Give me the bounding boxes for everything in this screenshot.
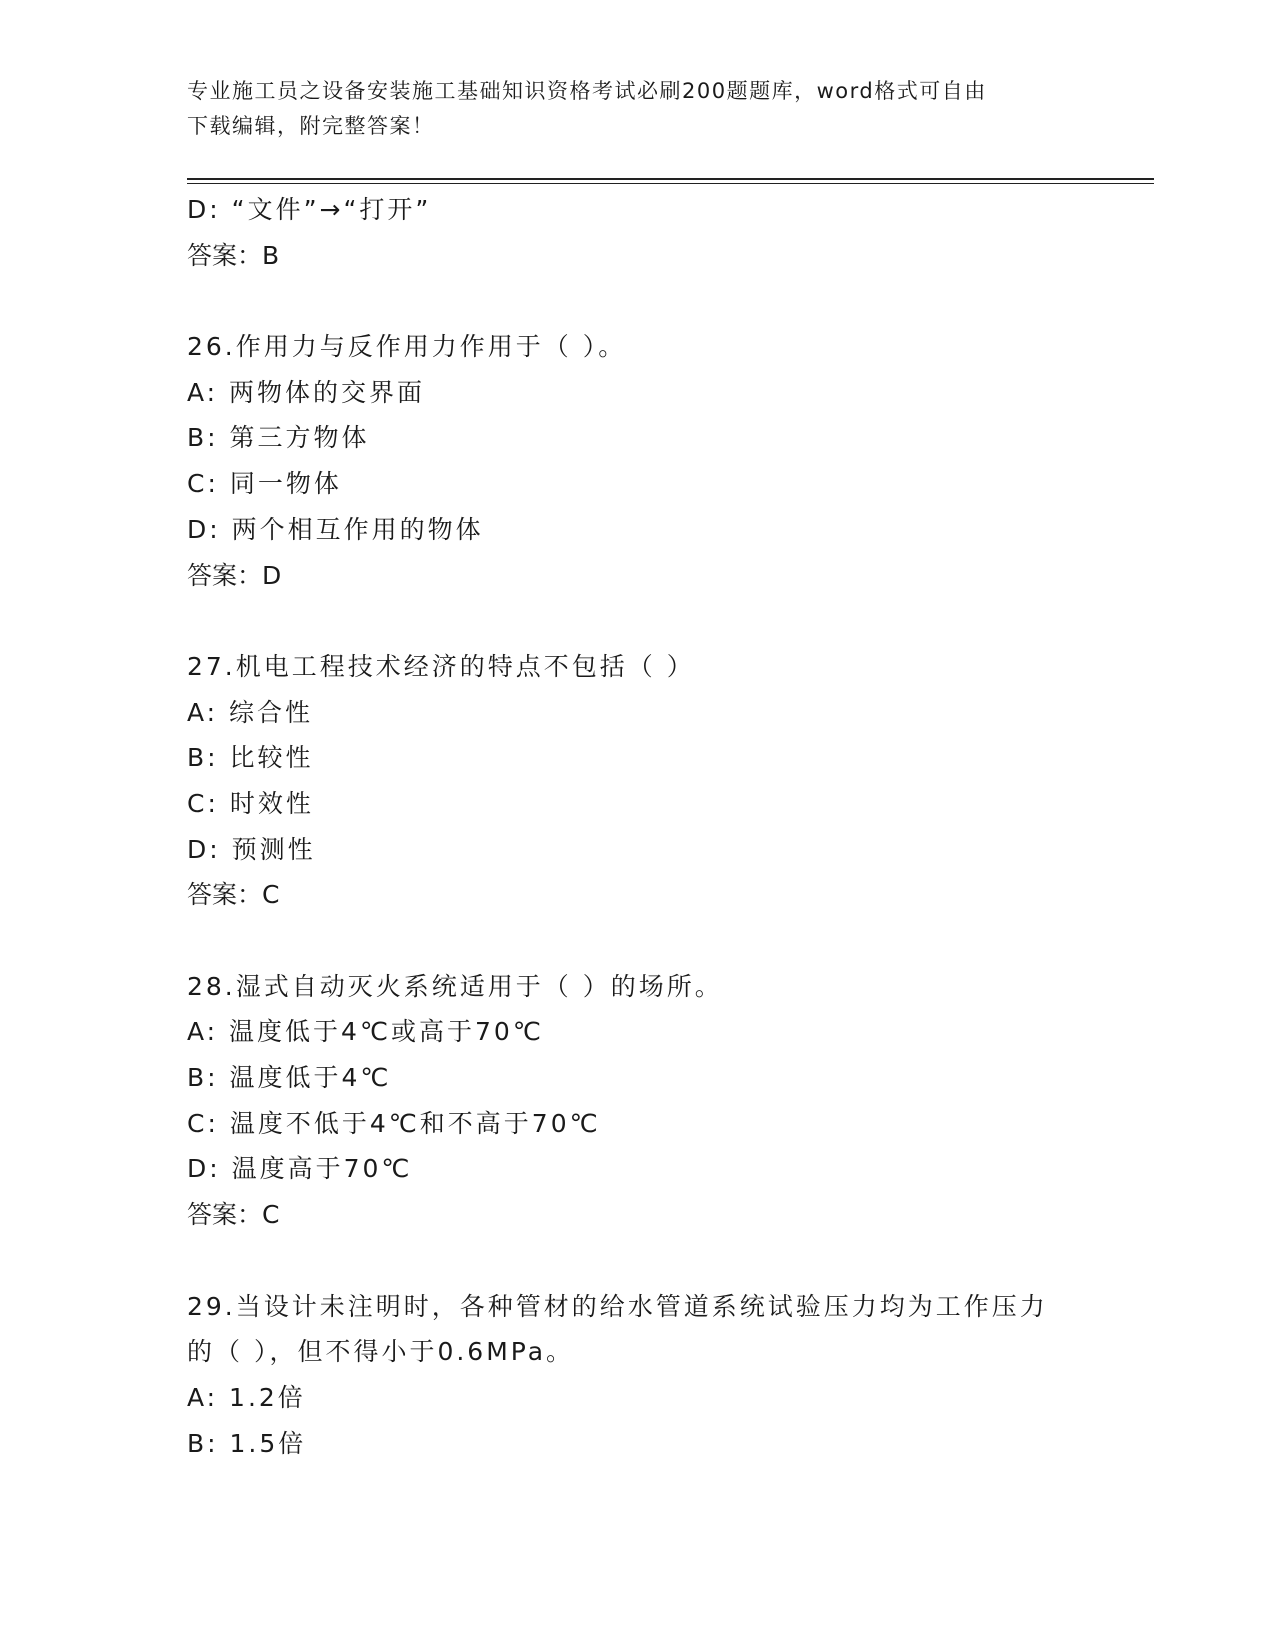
document-header bbox=[187, 74, 1067, 144]
question-list bbox=[187, 187, 1087, 1466]
question-28: 28.湿式自动灭火系统适用于（ ）的场所。 bbox=[187, 971, 723, 1001]
spacer bbox=[187, 918, 1087, 964]
option-d-q25: D: “文件”→“打开” bbox=[187, 195, 432, 224]
header-title-line-2: 下载编辑，附完整答案！ bbox=[187, 114, 435, 138]
header-divider-thin bbox=[187, 183, 1154, 184]
option-d-q27: D: 预测性 bbox=[187, 834, 316, 864]
option-b-q28: B: 温度低于4℃ bbox=[187, 1063, 392, 1093]
question-29-line-2: 的（ ），但不得小于0.6MPa。 bbox=[187, 1337, 575, 1367]
question-26: 26.作用力与反作用力作用于（ ）。 bbox=[187, 332, 627, 362]
option-a-q28: A: 温度低于4℃或高于70℃ bbox=[187, 1017, 544, 1047]
option-b-q27: B: 比较性 bbox=[187, 743, 314, 773]
option-b-q29: B: 1.5倍 bbox=[187, 1428, 307, 1458]
spacer bbox=[187, 278, 1087, 324]
answer-q28: 答案：C bbox=[187, 1200, 280, 1230]
answer-q27: 答案：C bbox=[187, 880, 280, 910]
option-d-q28: D: 温度高于70℃ bbox=[187, 1154, 413, 1184]
option-a-q26: A: 两物体的交界面 bbox=[187, 377, 426, 407]
answer-q25: 答案：B bbox=[187, 240, 280, 270]
option-c-q26: C: 同一物体 bbox=[187, 469, 342, 499]
option-a-q29: A: 1.2倍 bbox=[187, 1382, 306, 1412]
spacer bbox=[187, 1238, 1087, 1284]
header-divider-thick bbox=[187, 178, 1154, 180]
spacer bbox=[187, 598, 1087, 644]
option-c-q27: C: 时效性 bbox=[187, 788, 314, 818]
option-a-q27: A: 综合性 bbox=[187, 697, 314, 727]
option-d-q26: D: 两个相互作用的物体 bbox=[187, 514, 484, 544]
answer-q26: 答案：D bbox=[187, 560, 282, 590]
question-27: 27.机电工程技术经济的特点不包括（ ） bbox=[187, 651, 695, 681]
option-b-q26: B: 第三方物体 bbox=[187, 423, 370, 453]
option-c-q28: C: 温度不低于4℃和不高于70℃ bbox=[187, 1108, 601, 1138]
question-29-line-1: 29.当设计未注明时，各种管材的给水管道系统试验压力均为工作压力 bbox=[187, 1291, 1048, 1321]
header-title-line-1: 专业施工员之设备安装施工基础知识资格考试必刷200题题库，word格式可自由 bbox=[187, 79, 987, 103]
